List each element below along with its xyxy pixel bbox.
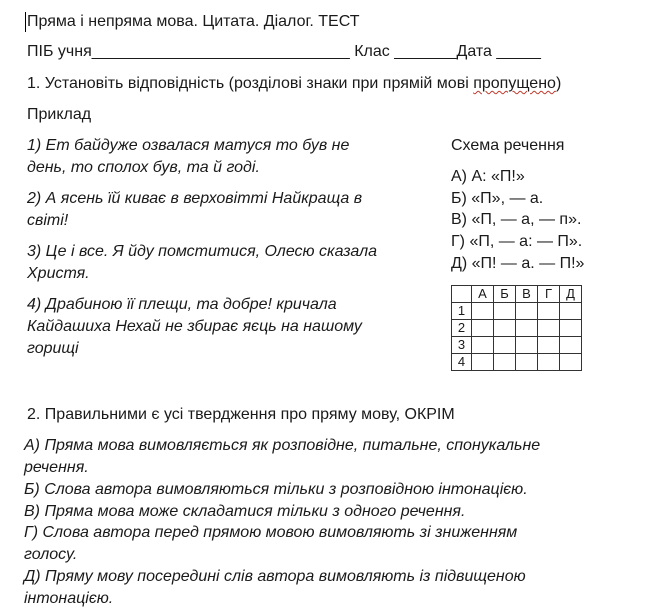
- sentence-2-line-2: світі!: [27, 212, 69, 229]
- option-g-line-2: голосу.: [24, 546, 78, 563]
- answer-grid-row: [452, 354, 582, 371]
- answer-grid-cell[interactable]: [516, 303, 538, 320]
- answer-grid-cell[interactable]: [560, 320, 582, 337]
- answer-grid-cell[interactable]: [516, 320, 538, 337]
- scheme-g: Г) «П, — а: — П».: [451, 233, 583, 250]
- scheme-d: Д) «П! — а. — П!»: [451, 255, 585, 272]
- answer-grid-cell[interactable]: [472, 354, 494, 371]
- scheme-v: В) «П, — а, — п».: [451, 211, 582, 228]
- spellcheck-word: пропущено: [473, 75, 556, 92]
- answer-grid-cell[interactable]: [560, 303, 582, 320]
- sentence-1-line-1: 1) Ет байдуже озвалася матуся то був не: [27, 137, 350, 154]
- answer-grid-cell[interactable]: [538, 337, 560, 354]
- answer-grid-row-label: 3: [452, 337, 472, 354]
- sentence-4-line-1: 4) Драбиною її плещи, та добре! кричала: [27, 296, 337, 313]
- option-v: В) Пряма мова може складатися тільки з одного речення.: [24, 503, 466, 520]
- answer-grid-col-a: А: [472, 286, 494, 303]
- sentence-3-line-2: Христя.: [27, 265, 90, 282]
- answer-grid-cell[interactable]: [494, 337, 516, 354]
- answer-grid-cell[interactable]: [472, 320, 494, 337]
- text-cursor: [25, 12, 26, 32]
- answer-grid-row-label: 4: [452, 354, 472, 371]
- answer-grid-row: [452, 337, 582, 354]
- answer-grid: [451, 285, 582, 371]
- task2-prompt: 2. Правильними є усі твердження про пряму мову, ОКРІМ: [27, 406, 455, 423]
- sentence-1-line-2: день, то сполох був, та й годі.: [27, 159, 260, 176]
- option-a-line-2: речення.: [24, 459, 89, 476]
- option-d-line-1: Д) Пряму мову посередині слів автора вимовляють із підвищеною: [24, 568, 526, 585]
- option-d-line-2: інтонацією.: [24, 590, 114, 607]
- answer-grid-cell[interactable]: [472, 337, 494, 354]
- option-g-line-1: Г) Слова автора перед прямою мовою вимовляють зі зниженням: [24, 524, 518, 541]
- answer-grid-row-label: 1: [452, 303, 472, 320]
- example-label: Приклад: [27, 106, 92, 123]
- document-title: Пряма і непряма мова. Цитата. Діалог. ТЕСТ: [27, 13, 360, 30]
- task1-prompt: [27, 74, 561, 94]
- answer-grid-row-label: 2: [452, 320, 472, 337]
- answer-grid-cell[interactable]: [494, 303, 516, 320]
- option-a-line-1: А) Пряма мова вимовляється як розповідне, питальне, спонукальне: [24, 437, 541, 454]
- answer-grid-cell[interactable]: [560, 354, 582, 371]
- scheme-a: А) А: «П!»: [451, 168, 525, 185]
- answer-grid-cell[interactable]: [560, 337, 582, 354]
- scheme-label: Схема речення: [451, 137, 565, 154]
- answer-grid-col-b: Б: [494, 286, 516, 303]
- answer-grid-cell[interactable]: [516, 337, 538, 354]
- answer-grid-cell[interactable]: [494, 354, 516, 371]
- sentence-4-line-2: Кайдашиха Нехай не збирає яєць на нашому: [27, 318, 362, 335]
- sentence-3-line-1: 3) Це і все. Я йду помститися, Олесю сказала: [27, 243, 378, 260]
- task1-prompt-text: 1. Установіть відповідність (розділові знаки при прямій мові: [27, 75, 474, 92]
- answer-grid-cell[interactable]: [538, 320, 560, 337]
- sentence-2-line-1: 2) А ясень їй киває в верховітті Найкраща в: [27, 190, 363, 207]
- answer-grid-col-g: Г: [538, 286, 560, 303]
- scheme-b: Б) «П», — а.: [451, 190, 544, 207]
- answer-grid-cell[interactable]: [538, 303, 560, 320]
- answer-grid-col-d: Д: [560, 286, 582, 303]
- answer-grid-cell[interactable]: [538, 354, 560, 371]
- answer-grid-cell[interactable]: [494, 320, 516, 337]
- task1-prompt-close: ): [555, 75, 562, 92]
- student-info-line[interactable]: ПІБ учня_____________________________ Клас _______Дата _____: [27, 43, 541, 60]
- answer-grid-cell[interactable]: [472, 303, 494, 320]
- answer-grid-row: [452, 303, 582, 320]
- answer-grid-corner: [452, 286, 472, 303]
- option-b: Б) Слова автора вимовляються тільки з розповідною інтонацією.: [24, 481, 528, 498]
- answer-grid-row: [452, 320, 582, 337]
- answer-grid-header-row: [452, 286, 582, 303]
- answer-grid-cell[interactable]: [516, 354, 538, 371]
- sentence-4-line-3: горищі: [27, 340, 79, 357]
- answer-grid-col-v: В: [516, 286, 538, 303]
